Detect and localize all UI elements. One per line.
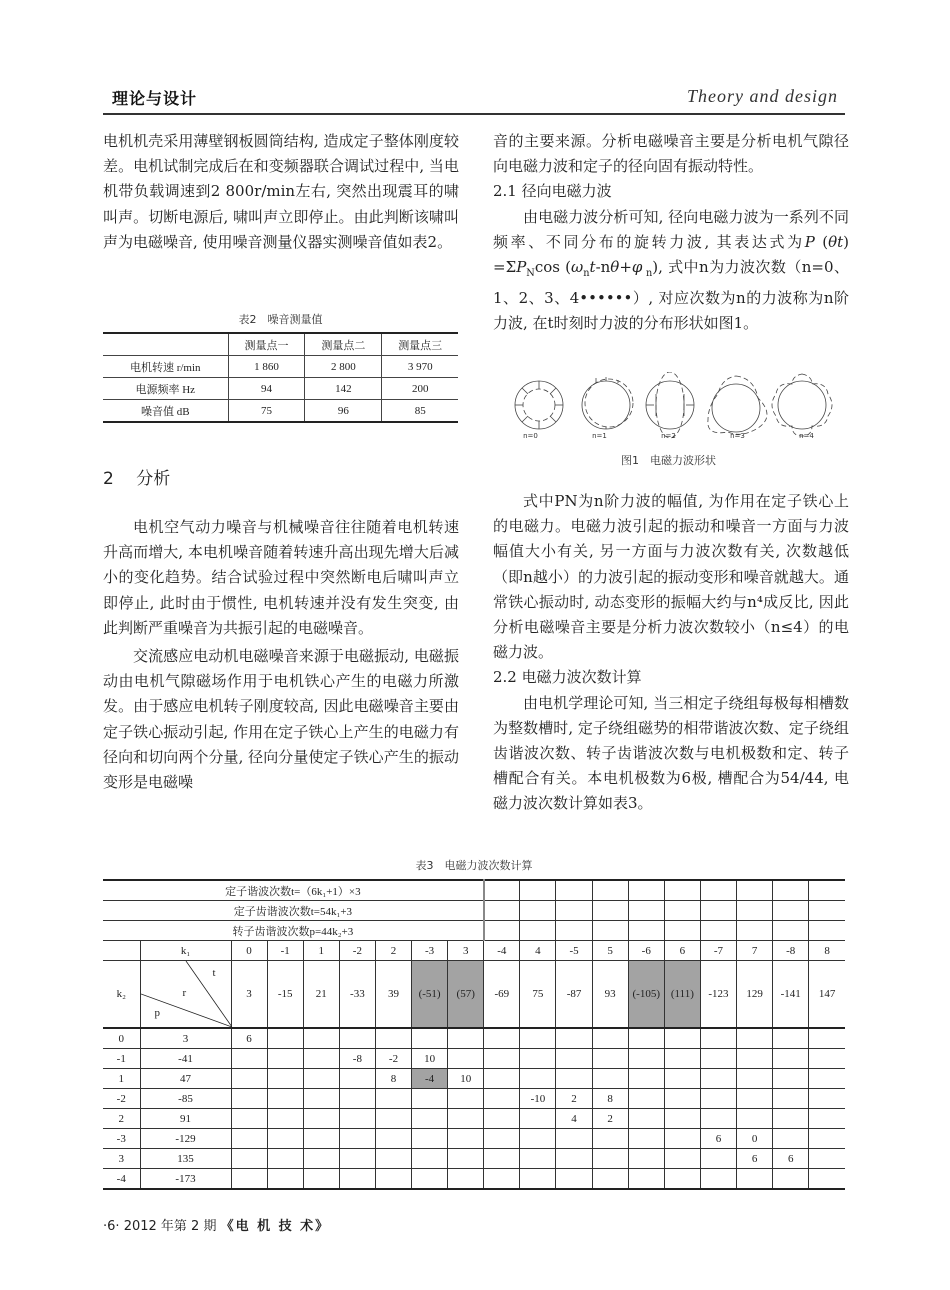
- r-value: [303, 1169, 339, 1190]
- r-value: [375, 1089, 411, 1109]
- k2-value: -3: [103, 1129, 140, 1149]
- table-header-row: [103, 880, 845, 901]
- r-value: [267, 1049, 303, 1069]
- r-value: [773, 1089, 809, 1109]
- r-value: [412, 1109, 448, 1129]
- r-value: [448, 1149, 484, 1169]
- diag-label-t: t: [212, 967, 216, 979]
- table-cell: 200: [382, 378, 458, 400]
- diagonal-header-cell: [140, 961, 231, 1029]
- r-value: [339, 1149, 375, 1169]
- r-value: [592, 1169, 628, 1190]
- r-value: [737, 1089, 773, 1109]
- table-row: [103, 400, 458, 423]
- header-rule: [103, 113, 845, 115]
- r-value: [412, 1089, 448, 1109]
- table-cell: 94: [228, 378, 305, 400]
- table-cell: [103, 333, 228, 356]
- r-value: [592, 1129, 628, 1149]
- r-value: 4: [556, 1109, 592, 1129]
- r-value: [484, 1089, 520, 1109]
- r-value: [737, 1169, 773, 1190]
- t-value: -87: [556, 961, 592, 1029]
- r-value: [628, 1129, 664, 1149]
- r-value: [556, 1169, 592, 1190]
- table-header-cell: 定子齿谐波次数t=54k₁+3: [103, 901, 484, 921]
- r-value: [556, 1129, 592, 1149]
- r-value: [303, 1028, 339, 1049]
- r-value: [231, 1069, 267, 1089]
- t-value: 147: [809, 961, 845, 1029]
- figure-label: n=1: [592, 432, 607, 440]
- subsection-heading: 2.2 电磁力波次数计算: [493, 668, 642, 687]
- k1-value: 4: [520, 941, 556, 961]
- r-value: [520, 1069, 556, 1089]
- r-value: [773, 1169, 809, 1190]
- r-value: [412, 1129, 448, 1149]
- figure-label: n=4: [799, 432, 814, 440]
- r-value: [339, 1069, 375, 1089]
- section-title-en: Theory and design: [687, 86, 838, 106]
- t-value: -69: [484, 961, 520, 1029]
- r-value: [809, 1069, 845, 1089]
- r-value: [664, 1149, 700, 1169]
- k2-value: -2: [103, 1089, 140, 1109]
- r-value: [664, 1049, 700, 1069]
- table2-caption: 表2 噪音测量值: [238, 313, 323, 326]
- r-value: [556, 1028, 592, 1049]
- table-cell: [103, 941, 140, 961]
- p-value: 91: [140, 1109, 231, 1129]
- r-value: [231, 1109, 267, 1129]
- r-value: [448, 1089, 484, 1109]
- r-value: [628, 1149, 664, 1169]
- r-value: [339, 1089, 375, 1109]
- table-row: [103, 378, 458, 400]
- table-row: [103, 1089, 845, 1109]
- r-value: [303, 1069, 339, 1089]
- r-value: [448, 1129, 484, 1149]
- r-value: [375, 1169, 411, 1190]
- r-value: [700, 1089, 736, 1109]
- table-row: [103, 1069, 845, 1089]
- diag-label-p: p: [154, 1007, 160, 1019]
- r-value: [267, 1028, 303, 1049]
- r-value: [267, 1109, 303, 1129]
- r-value: -2: [375, 1049, 411, 1069]
- r-value: 6: [773, 1149, 809, 1169]
- k1-value: -1: [267, 941, 303, 961]
- p-value: 135: [140, 1149, 231, 1169]
- r-value: [664, 1129, 700, 1149]
- r-value: [231, 1169, 267, 1190]
- r-value: [231, 1049, 267, 1069]
- table-row: [103, 1028, 845, 1049]
- figure-label: n=2: [661, 432, 676, 440]
- r-value: [773, 1028, 809, 1049]
- k1-value: 5: [592, 941, 628, 961]
- r-value: [737, 1028, 773, 1049]
- t-row: [103, 961, 845, 1029]
- k1-value: -3: [412, 941, 448, 961]
- r-value: [773, 1049, 809, 1069]
- journal-name: 《电 机 技 术》: [220, 1219, 331, 1234]
- p-value: 3: [140, 1028, 231, 1049]
- r-value: [231, 1089, 267, 1109]
- r-value: [267, 1149, 303, 1169]
- table-header-cell: 转子齿谐波次数p=44k₂+3: [103, 921, 484, 941]
- r-value: 0: [737, 1129, 773, 1149]
- k1-value: -8: [773, 941, 809, 961]
- r-value: [809, 1169, 845, 1190]
- r-value: [737, 1109, 773, 1129]
- table-cell: 电机转速 r/min: [103, 356, 228, 378]
- issue: 2012 年第 2 期: [123, 1219, 217, 1234]
- p-value: 47: [140, 1069, 231, 1089]
- r-value: [520, 1109, 556, 1129]
- r-value: [448, 1109, 484, 1129]
- k2-label: k₂: [103, 961, 140, 1029]
- left-column-top: [103, 129, 459, 255]
- r-value: [448, 1028, 484, 1049]
- table-row: [103, 1149, 845, 1169]
- r-value: [484, 1169, 520, 1190]
- r-value: [809, 1089, 845, 1109]
- r-value: [556, 1049, 592, 1069]
- page-footer: [103, 1215, 330, 1234]
- page-number: ·6·: [103, 1219, 120, 1234]
- r-value: [628, 1089, 664, 1109]
- k2-value: 3: [103, 1149, 140, 1169]
- r-value: [592, 1028, 628, 1049]
- r-value: 2: [556, 1089, 592, 1109]
- k1-value: 8: [809, 941, 845, 961]
- r-value: [628, 1028, 664, 1049]
- r-value: [267, 1129, 303, 1149]
- r-value: [484, 1049, 520, 1069]
- r-value: [700, 1149, 736, 1169]
- r-value: [664, 1069, 700, 1089]
- table-header-row: [103, 901, 845, 921]
- r-value: [484, 1109, 520, 1129]
- r-value: [412, 1169, 448, 1190]
- r-value: [773, 1069, 809, 1089]
- t-value: 21: [303, 961, 339, 1029]
- table-cell: 噪音值 dB: [103, 400, 228, 423]
- r-value: 6: [700, 1129, 736, 1149]
- r-value: [375, 1028, 411, 1049]
- k2-value: 1: [103, 1069, 140, 1089]
- p-value: -85: [140, 1089, 231, 1109]
- r-value: [628, 1169, 664, 1190]
- t-value: -123: [700, 961, 736, 1029]
- r-value: [448, 1049, 484, 1069]
- right-column-body: [493, 489, 849, 817]
- t-value: 39: [375, 961, 411, 1029]
- table2: [103, 332, 458, 423]
- table-row: [103, 1169, 845, 1190]
- t-value: -33: [339, 961, 375, 1029]
- table-cell: 96: [305, 400, 382, 423]
- t-value: 75: [520, 961, 556, 1029]
- right-column-top: [493, 129, 849, 337]
- r-value: 6: [231, 1028, 267, 1049]
- paragraph: 电机空气动力噪音与机械噪音往往随着电机转速升高而增大, 本电机噪音随着转速升高出现先增大后减小的变化趋势。结合试验过程中突然断电后啸叫声立即停止, 此时由于惯性, 电机转速并没有发生突变, 由此判断严重噪音为共振引起的电磁噪音。: [103, 518, 459, 637]
- k1-value: -6: [628, 941, 664, 961]
- k1-value: 1: [303, 941, 339, 961]
- r-value: [303, 1089, 339, 1109]
- diag-label-r: r: [182, 987, 187, 999]
- r-value: [267, 1069, 303, 1089]
- r-value: [484, 1129, 520, 1149]
- r-value: [520, 1169, 556, 1190]
- r-value: [664, 1028, 700, 1049]
- r-value: [484, 1028, 520, 1049]
- r-value: [303, 1129, 339, 1149]
- table-header-row: [103, 333, 458, 356]
- figure1-caption: 图1 电磁力波形状: [621, 454, 716, 467]
- k1-row: [103, 941, 845, 961]
- r-value: [339, 1169, 375, 1190]
- table-cell: 142: [305, 378, 382, 400]
- r-value: [448, 1169, 484, 1190]
- t-value: (-51): [412, 961, 448, 1029]
- table-row: [103, 1109, 845, 1129]
- r-value: [628, 1069, 664, 1089]
- r-value: [556, 1149, 592, 1169]
- paragraph-text: , 式中n为力波次数（n=0、1、2、3、4••••••）, 对应次数为n的力波称为n阶力波, 在t时刻时力波的分布形状如图1。: [493, 258, 849, 333]
- r-value: [809, 1028, 845, 1049]
- table-header-row: [103, 921, 845, 941]
- table-row: [103, 356, 458, 378]
- r-value: [520, 1049, 556, 1069]
- paragraph: 电机机壳采用薄壁钢板圆筒结构, 造成定子整体刚度较差。电机试制完成后在和变频器联合调试过程中, 当电机带负载调速到2 800r/min左右, 突然出现震耳的啸叫声。切断电源后, 啸叫声立即停止。由此判断该啸叫声为电磁噪音, 使用噪音测量仪器实测噪音值如表2。: [103, 132, 459, 251]
- k1-value: 7: [737, 941, 773, 961]
- r-value: [809, 1129, 845, 1149]
- r-value: [412, 1028, 448, 1049]
- t-value: 93: [592, 961, 628, 1029]
- k2-value: 2: [103, 1109, 140, 1129]
- r-value: [339, 1129, 375, 1149]
- r-value: [303, 1149, 339, 1169]
- k1-value: -5: [556, 941, 592, 961]
- table-header-cell: 测量点二: [305, 333, 382, 356]
- r-value: -8: [339, 1049, 375, 1069]
- paragraph-text: 由电磁力波分析可知, 径向电磁力波为一系列不同频率、不同分布的旋转力波, 其表达式为: [493, 207, 849, 251]
- table-cell: 3 970: [382, 356, 458, 378]
- p-value: -129: [140, 1129, 231, 1149]
- figure-label: n=0: [523, 432, 538, 440]
- table-cell: 1 860: [228, 356, 305, 378]
- k2-value: -4: [103, 1169, 140, 1190]
- r-value: [700, 1109, 736, 1129]
- r-value: [267, 1089, 303, 1109]
- r-value: 8: [375, 1069, 411, 1089]
- table-header-cell: 测量点三: [382, 333, 458, 356]
- r-value: [231, 1129, 267, 1149]
- section-heading: 2 分析: [103, 469, 171, 489]
- table-row: [103, 1049, 845, 1069]
- r-value: [375, 1109, 411, 1129]
- r-value: [664, 1089, 700, 1109]
- r-value: [773, 1109, 809, 1129]
- k2-value: -1: [103, 1049, 140, 1069]
- table-cell: 75: [228, 400, 305, 423]
- r-value: [737, 1049, 773, 1069]
- r-value: [303, 1049, 339, 1069]
- r-value: [520, 1028, 556, 1049]
- r-value: [809, 1049, 845, 1069]
- t-value: -141: [773, 961, 809, 1029]
- r-value: [267, 1169, 303, 1190]
- t-value: 129: [737, 961, 773, 1029]
- r-value: [412, 1149, 448, 1169]
- figure-label: n=3: [730, 432, 745, 440]
- k1-value: 6: [664, 941, 700, 961]
- subsection-heading: 2.1 径向电磁力波: [493, 182, 612, 201]
- table-cell: 85: [382, 400, 458, 423]
- t-value: 3: [231, 961, 267, 1029]
- r-value: [303, 1109, 339, 1129]
- r-value: [520, 1129, 556, 1149]
- r-value: [664, 1109, 700, 1129]
- formula: P: [804, 232, 815, 251]
- r-value: [484, 1069, 520, 1089]
- r-value: [375, 1149, 411, 1169]
- r-value: [700, 1069, 736, 1089]
- r-value: [592, 1149, 628, 1169]
- r-value: [231, 1149, 267, 1169]
- table-row: [103, 1129, 845, 1149]
- r-value: [664, 1169, 700, 1190]
- r-value: 10: [412, 1049, 448, 1069]
- k1-value: 3: [448, 941, 484, 961]
- paragraph: 由电机学理论可知, 当三相定子绕组每极每相槽数为整数槽时, 定子绕组磁势的相带谐波次数、定子绕组齿谐波次数、转子齿谐波次数与电机极数和定、转子槽配合有关。本电机极数为6极, 槽配合为54/44, 电磁力波次数计算如表3。: [493, 693, 849, 813]
- r-value: [809, 1109, 845, 1129]
- r-value: [700, 1169, 736, 1190]
- k1-value: -2: [339, 941, 375, 961]
- k1-value: -4: [484, 941, 520, 961]
- r-value: [737, 1069, 773, 1089]
- r-value: 8: [592, 1089, 628, 1109]
- r-value: [700, 1049, 736, 1069]
- table-cell: 2 800: [305, 356, 382, 378]
- r-value: [484, 1149, 520, 1169]
- t-value: -15: [267, 961, 303, 1029]
- r-value: [375, 1129, 411, 1149]
- k1-label: k₁: [140, 941, 231, 961]
- r-value: -10: [520, 1089, 556, 1109]
- t-value: (-105): [628, 961, 664, 1029]
- section-title: 理论与设计: [112, 89, 198, 108]
- table3: [103, 879, 845, 1190]
- r-value: 2: [592, 1109, 628, 1129]
- r-value: [339, 1028, 375, 1049]
- r-value: 6: [737, 1149, 773, 1169]
- r-value: [628, 1049, 664, 1069]
- r-value: [592, 1049, 628, 1069]
- paragraph: 由电磁力波分析可知, 径向电磁力波为一系列不同频率、不同分布的旋转力波, 其表达式为P $(\theta t) =\Sigma P_N\cos$ ($\omega_nt-n\theta+\varphi$ $_n$), 式中n为力波次数（n=0、1、2、3、4••••••）, 对应次数为n的力波称为n阶力波, 在t时刻时力波的分布形状如图1。: [493, 207, 849, 333]
- figure1-labels: [496, 432, 841, 440]
- table3-caption: 表3 电磁力波次数计算: [415, 859, 533, 872]
- k1-value: 2: [375, 941, 411, 961]
- left-column-body: [103, 515, 459, 795]
- k1-value: -7: [700, 941, 736, 961]
- p-value: -173: [140, 1169, 231, 1190]
- paragraph: 交流感应电动机电磁噪音来源于电磁振动, 电磁振动由电机气隙磁场作用于电机铁心产生的电磁力所激发。由于感应电机转子刚度较高, 因此电磁噪音主要由定子铁心振动引起, 作用在定子铁心上产生的电磁力有径向和切向两个分量, 径向分量使定子铁心产生的振动变形是电磁噪: [103, 647, 459, 792]
- table-header-cell: 测量点一: [228, 333, 305, 356]
- paragraph: 式中PN为n阶力波的幅值, 为作用在定子铁心上的电磁力。电磁力波引起的振动和噪音一方面与力波幅值大小有关, 另一方面与力波次数有关, 次数越低（即n越小）的力波引起的振动变形和噪音就越大。通常铁心振动时, 动态变形的振幅大约与n⁴成反比, 因此分析电磁噪音主要是分析力波次数较小（n≤4）的电磁力波。: [493, 492, 849, 662]
- r-value: [520, 1149, 556, 1169]
- t-value: (111): [664, 961, 700, 1029]
- r-value: [700, 1028, 736, 1049]
- r-value: -4: [412, 1069, 448, 1089]
- p-value: -41: [140, 1049, 231, 1069]
- r-value: [592, 1069, 628, 1089]
- r-value: [556, 1069, 592, 1089]
- paragraph: 音的主要来源。分析电磁噪音主要是分析电机气隙径向电磁力波和定子的径向固有振动特性。: [493, 132, 849, 176]
- table-cell: 电源频率 Hz: [103, 378, 228, 400]
- table-header-cell: 定子谐波次数t=（6k₁+1）×3: [103, 880, 484, 901]
- k1-value: 0: [231, 941, 267, 961]
- r-value: [628, 1109, 664, 1129]
- r-value: [809, 1149, 845, 1169]
- k2-value: 0: [103, 1028, 140, 1049]
- r-value: 10: [448, 1069, 484, 1089]
- r-value: [339, 1109, 375, 1129]
- r-value: [773, 1129, 809, 1149]
- t-value: (57): [448, 961, 484, 1029]
